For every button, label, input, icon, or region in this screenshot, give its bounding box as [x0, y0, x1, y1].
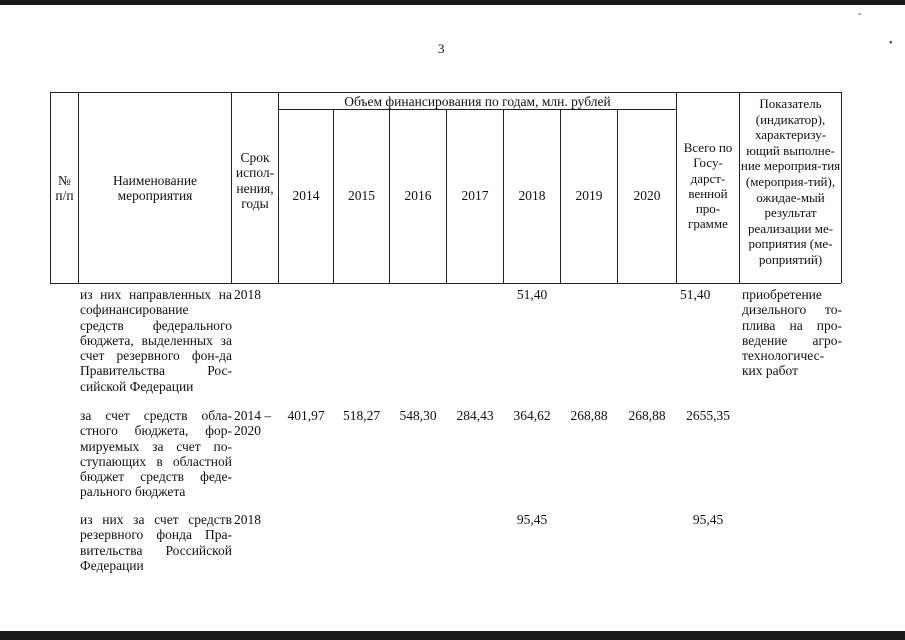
- header-name: Наименование мероприятия: [112, 173, 198, 204]
- row-value: 284,43: [456, 408, 494, 423]
- row-term: 2018: [234, 287, 261, 302]
- header-year: 2018: [518, 188, 546, 203]
- header-year: 2017: [461, 188, 489, 203]
- row-indicator: приобретение дизельного то-плива на про-ведение агро-технологичес-ких работ: [742, 287, 842, 379]
- row-total: 2655,35: [686, 408, 730, 423]
- scan-top-border: [0, 0, 905, 5]
- header-total: Всего по Госу-дарст-венной про-грамме: [683, 140, 733, 232]
- row-value: 95,45: [516, 512, 548, 527]
- scan-speck: •: [889, 38, 893, 49]
- header-term: Срок испол-нения, годы: [235, 150, 275, 211]
- row-value: 518,27: [342, 408, 381, 423]
- row-total: 95,45: [692, 512, 724, 527]
- row-value: 268,88: [570, 408, 608, 423]
- row-value: 364,62: [513, 408, 551, 423]
- header-year: 2014: [292, 188, 320, 203]
- header-year: 2020: [633, 188, 661, 203]
- header-year: 2016: [404, 188, 432, 203]
- scan-bottom-border: [0, 631, 905, 640]
- row-value: 548,30: [399, 408, 437, 423]
- header-year: 2015: [348, 188, 375, 203]
- row-name: за счет средств обла-стного бюджета, фор-мируемых за счет по-ступающих в областной бюджет средств феде-рального бюджета: [80, 408, 232, 500]
- page-number: 3: [438, 41, 445, 56]
- row-name: из них направленных на софинансирование средств федерального бюджета, выделенных за счет резервного фон-да Правительства Рос-сийской Федерации: [80, 287, 232, 394]
- row-value: 268,88: [628, 408, 666, 423]
- row-term: 2014 – 2020: [234, 408, 272, 439]
- header-num: № п/п: [55, 173, 74, 204]
- header-financing-group: Объем финансирования по годам, млн. рублей: [344, 94, 611, 109]
- header-indicator: Показатель (индикатор), характеризу-ющий выполне-ние мероприя-тия (мероприя-тий), ожидае-мый результат реализации ме-роприятия (ме-роприятий): [740, 96, 841, 267]
- row-name: из них за счет средств резервного фонда Пра-вительства Российской Федерации: [80, 512, 232, 573]
- row-total: 51,40: [680, 287, 711, 302]
- row-value: 401,97: [287, 408, 325, 423]
- header-year: 2019: [575, 188, 603, 203]
- row-term: 2018: [234, 512, 261, 527]
- row-value: 51,40: [516, 287, 548, 302]
- scan-speck: ˆ: [858, 13, 862, 24]
